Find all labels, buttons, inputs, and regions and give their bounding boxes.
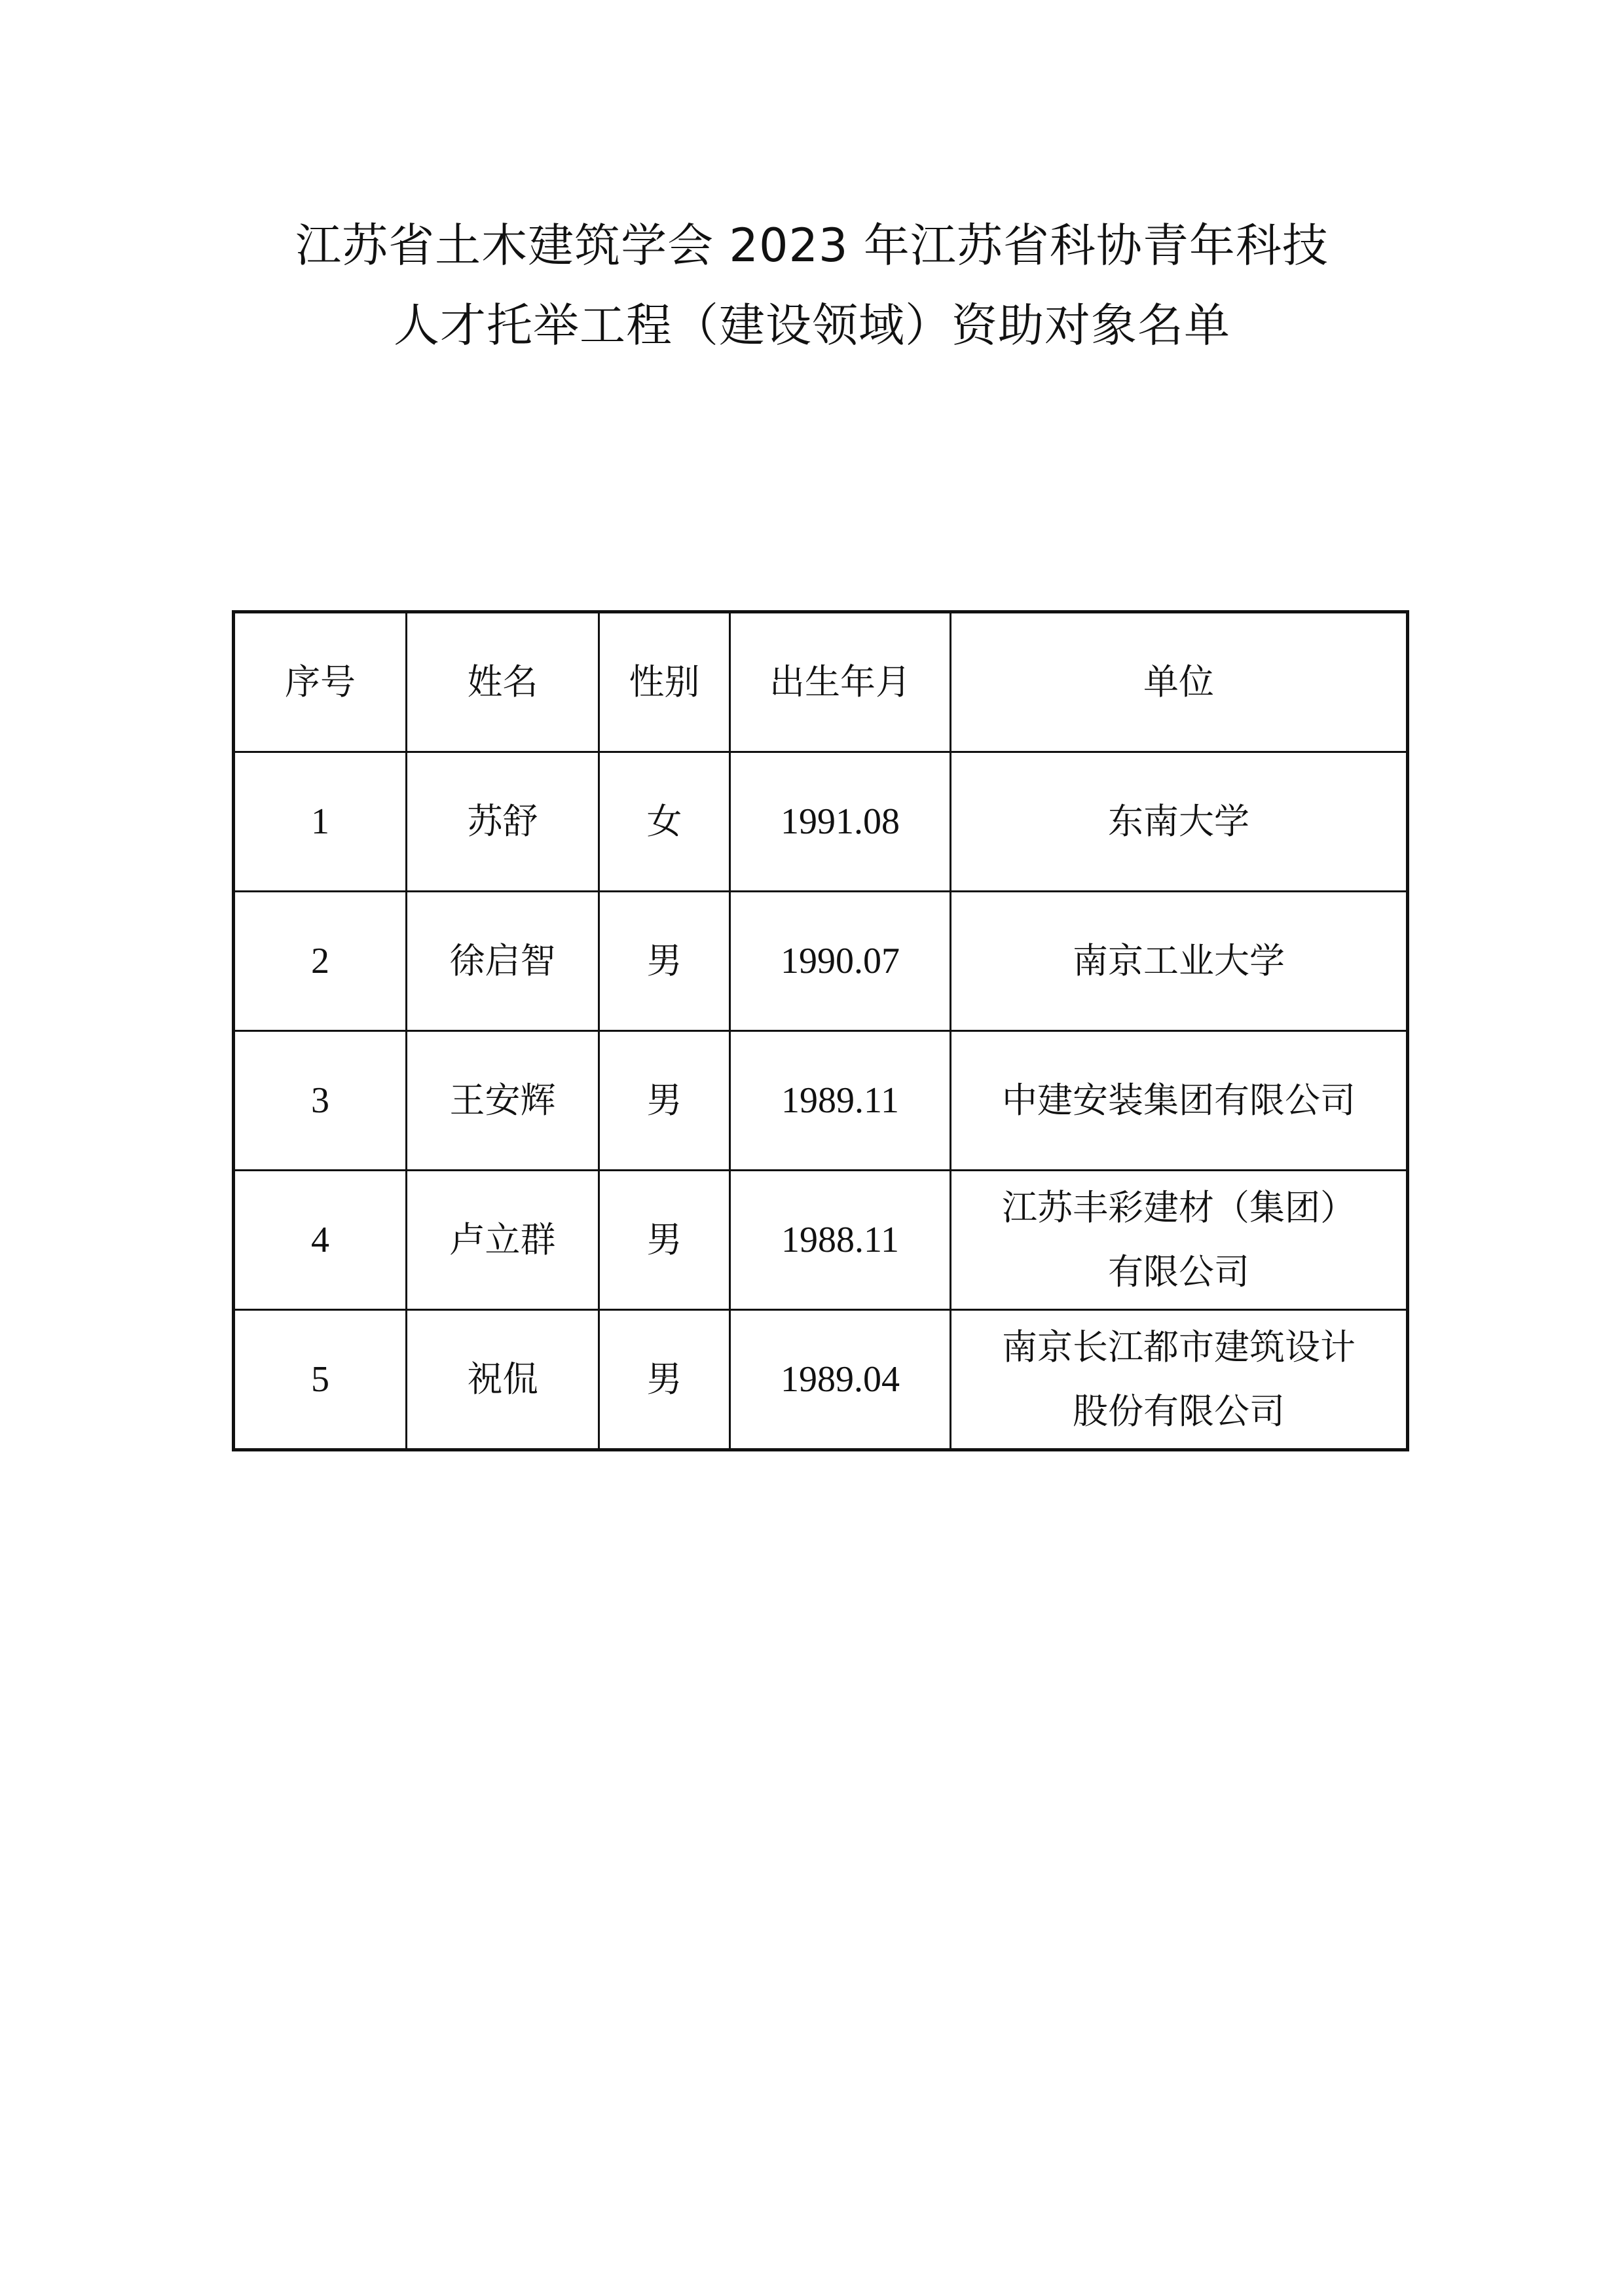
table-row <box>234 752 1408 892</box>
recipient-table <box>232 610 1409 1451</box>
cell-birth-month: 1989.11 <box>730 1031 951 1171</box>
cell-unit <box>951 752 1408 892</box>
document-title-line-2: 人才托举工程（建设领域）资助对象名单 <box>394 299 1230 352</box>
cell-gender: 男 <box>599 1171 730 1310</box>
cell-birth-month: 1988.11 <box>730 1171 951 1310</box>
cell-birth-month: 1991.08 <box>730 752 951 892</box>
cell-name: 苏舒 <box>407 752 599 892</box>
header-name: 姓名 <box>407 612 599 752</box>
cell-serial-number: 5 <box>234 1310 407 1450</box>
header-gender: 性别 <box>599 612 730 752</box>
table-row <box>234 1031 1408 1171</box>
cell-serial-number: 3 <box>234 1031 407 1171</box>
document-title-line-1: 江苏省土木建筑学会 2023 年江苏省科协青年科技 <box>295 219 1329 272</box>
table-row <box>234 1171 1408 1310</box>
unit-line: 江苏丰彩建材（集团） <box>1002 1187 1356 1228</box>
unit-line: 南京长江都市建筑设计 <box>1002 1326 1356 1368</box>
cell-unit <box>951 1310 1408 1450</box>
cell-name: 徐启智 <box>407 892 599 1031</box>
cell-birth-month: 1989.04 <box>730 1310 951 1450</box>
cell-unit <box>951 1031 1408 1171</box>
cell-serial-number: 2 <box>234 892 407 1031</box>
cell-serial-number: 4 <box>234 1171 407 1310</box>
cell-name: 王安辉 <box>407 1031 599 1171</box>
header-birth-month: 出生年月 <box>730 612 951 752</box>
unit-line: 东南大学 <box>1108 801 1249 842</box>
cell-gender: 男 <box>599 1310 730 1450</box>
unit-line: 股份有限公司 <box>1073 1391 1285 1432</box>
table-row <box>234 892 1408 1031</box>
cell-serial-number: 1 <box>234 752 407 892</box>
cell-unit <box>951 892 1408 1031</box>
unit-line: 有限公司 <box>1108 1251 1249 1292</box>
cell-gender: 男 <box>599 892 730 1031</box>
unit-line: 中建安装集团有限公司 <box>1002 1080 1356 1121</box>
cell-gender: 女 <box>599 752 730 892</box>
cell-name: 祝侃 <box>407 1310 599 1450</box>
table-header-row <box>234 612 1408 752</box>
cell-unit <box>951 1171 1408 1310</box>
table-row <box>234 1310 1408 1450</box>
cell-gender: 男 <box>599 1031 730 1171</box>
unit-line: 南京工业大学 <box>1073 940 1285 981</box>
header-unit: 单位 <box>951 612 1408 752</box>
cell-name: 卢立群 <box>407 1171 599 1310</box>
cell-birth-month: 1990.07 <box>730 892 951 1031</box>
header-serial-number: 序号 <box>234 612 407 752</box>
